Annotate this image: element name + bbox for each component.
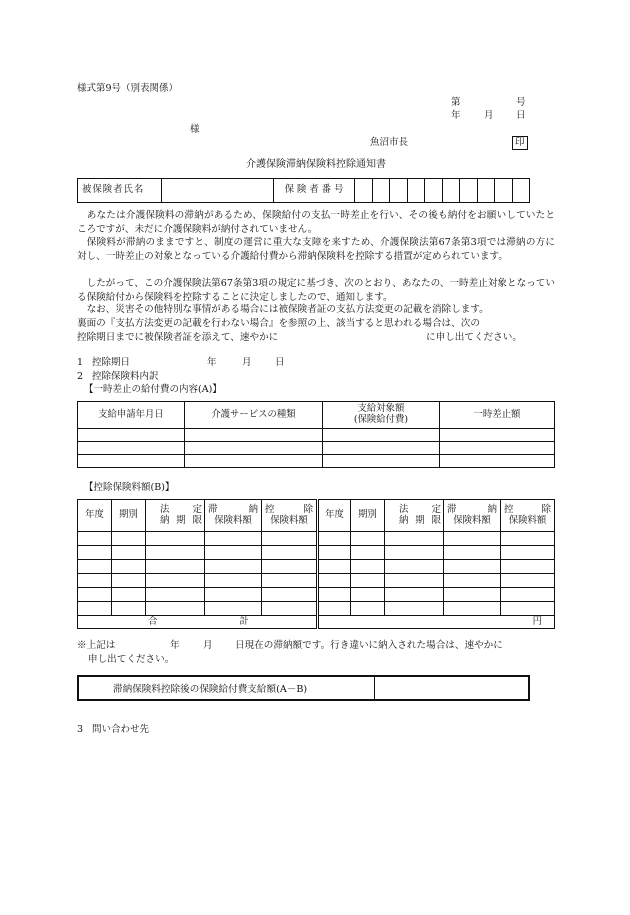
header-char: 定	[431, 503, 441, 515]
table-cell[interactable]	[112, 588, 146, 602]
table-cell[interactable]	[323, 442, 440, 455]
table-cell[interactable]	[444, 532, 501, 546]
table-cell[interactable]	[185, 455, 323, 468]
note-prefix: ※上記は	[77, 640, 116, 651]
table-cell[interactable]	[351, 588, 385, 602]
table-cell[interactable]	[501, 546, 555, 560]
date-month: 月	[484, 110, 494, 121]
table-cell[interactable]	[78, 455, 185, 468]
table-cell[interactable]	[385, 574, 444, 588]
header-payment-amount-line-2: (保険給付費)	[353, 414, 409, 425]
table-cell[interactable]	[323, 455, 440, 468]
header-char: 控	[265, 503, 275, 515]
table-cell[interactable]	[440, 455, 555, 468]
header-service-type: 介護サービスの種類	[185, 402, 323, 429]
result-box	[77, 675, 530, 701]
note-suffix: 日現在の滞納額です。行き違いに納入された場合は、速やかに	[235, 640, 503, 651]
paragraph-4-line-3b: に申し出てください。	[426, 332, 522, 343]
table-cell[interactable]	[78, 442, 185, 455]
yen-unit: 円	[532, 615, 542, 627]
insured-number-digit[interactable]	[425, 179, 443, 203]
table-cell[interactable]	[78, 429, 185, 442]
table-cell[interactable]	[318, 588, 351, 602]
header-payment-amount-line-1: 支給対象額	[357, 403, 405, 415]
table-row	[78, 429, 555, 442]
header-deduction-right	[501, 500, 555, 532]
table-cell[interactable]	[444, 560, 501, 574]
table-cell[interactable]	[146, 574, 205, 588]
header-deduction-amount-label: 保険料額	[508, 514, 547, 526]
header-arrears-amount-label: 保険料額	[453, 514, 491, 526]
table-cell[interactable]	[146, 546, 205, 560]
table-cell[interactable]	[78, 560, 112, 574]
document-title: 介護保険滞納保険料控除通知書	[246, 159, 386, 170]
table-cell[interactable]	[323, 429, 440, 442]
table-cell[interactable]	[385, 588, 444, 602]
section-a-title: 【一時差止の給付費の内容(A)】	[84, 384, 222, 395]
table-cell[interactable]	[112, 560, 146, 574]
table-cell[interactable]	[501, 602, 555, 616]
table-cell[interactable]	[444, 546, 501, 560]
header-payment-amount	[323, 402, 440, 429]
insured-info-table	[77, 178, 530, 203]
table-cell[interactable]	[444, 588, 501, 602]
header-fiscal-year-left: 年度	[78, 500, 112, 532]
table-cell[interactable]	[146, 602, 205, 616]
table-cell[interactable]	[262, 560, 318, 574]
table-cell[interactable]	[146, 588, 205, 602]
header-fiscal-year-right: 年度	[318, 500, 351, 532]
header-char: 滞	[208, 503, 218, 515]
table-cell[interactable]	[501, 588, 555, 602]
table-cell[interactable]	[318, 574, 351, 588]
doc-no-prefix: 第	[451, 97, 461, 108]
table-cell[interactable]	[440, 442, 555, 455]
table-cell[interactable]	[205, 560, 262, 574]
insured-name-label: 被保険者氏名	[78, 179, 162, 203]
table-row	[78, 560, 555, 574]
table-cell[interactable]	[78, 602, 112, 616]
header-char: 期	[176, 514, 186, 526]
note-year: 年	[170, 640, 180, 651]
date-year: 年	[451, 110, 461, 121]
paragraph-4-line-1: なお、災害その他特別な事情がある場合には被保険者証の支払方法変更の記載を消除します。	[77, 304, 489, 315]
table-cell[interactable]	[444, 574, 501, 588]
section-b-title: 【控除保険料額(B)】	[84, 482, 175, 493]
header-char: 納	[248, 503, 258, 515]
total-row	[78, 616, 555, 629]
table-cell[interactable]	[112, 574, 146, 588]
table-cell[interactable]	[205, 588, 262, 602]
table-cell[interactable]	[351, 532, 385, 546]
addressee-suffix: 様	[190, 124, 200, 135]
table-cell[interactable]	[440, 429, 555, 442]
note-month: 月	[203, 640, 213, 651]
table-cell[interactable]	[205, 532, 262, 546]
suspended-benefits-table	[77, 401, 555, 468]
header-char: 控	[504, 503, 514, 515]
table-row	[78, 588, 555, 602]
table-cell[interactable]	[205, 574, 262, 588]
table-row	[78, 532, 555, 546]
table-cell[interactable]	[351, 560, 385, 574]
header-char: 法	[160, 503, 170, 515]
table-row	[78, 602, 555, 616]
header-arrears-right	[444, 500, 501, 532]
table-cell[interactable]	[318, 560, 351, 574]
table-cell[interactable]	[501, 532, 555, 546]
table-cell[interactable]	[318, 602, 351, 616]
header-deduction-left	[262, 500, 318, 532]
table-cell[interactable]	[78, 546, 112, 560]
insured-number-digit[interactable]	[512, 179, 530, 203]
header-period-left: 期別	[112, 500, 146, 532]
table-cell[interactable]	[146, 560, 205, 574]
header-suspended-amount: 一時差止額	[440, 402, 555, 429]
item-1-label: 控除期日	[92, 357, 131, 368]
insured-number-digit[interactable]	[495, 179, 513, 203]
seal-label: 印	[512, 136, 528, 150]
header-deduction-amount-label: 保険料額	[270, 514, 308, 526]
table-cell[interactable]	[262, 588, 318, 602]
table-cell[interactable]	[205, 546, 262, 560]
table-row	[78, 455, 555, 468]
table-cell[interactable]	[78, 588, 112, 602]
result-amount-field[interactable]	[375, 677, 528, 699]
total-label-1: 合	[148, 615, 158, 627]
total-amount-cell[interactable]	[318, 616, 555, 629]
table-cell[interactable]	[112, 546, 146, 560]
item-1-day: 日	[275, 357, 285, 368]
insured-number-digit[interactable]	[460, 179, 478, 203]
table-cell[interactable]	[262, 532, 318, 546]
note-line-2: 申し出てください。	[88, 654, 175, 665]
header-char: 納	[399, 514, 409, 526]
result-label: 滞納保険料控除後の保険給付費支給額(A－B)	[79, 677, 375, 699]
header-due-date-right	[385, 500, 444, 532]
header-application-date: 支給申請年月日	[78, 402, 185, 429]
item-1-year: 年	[207, 357, 217, 368]
table-cell[interactable]	[318, 546, 351, 560]
form-number: 様式第9号（別表関係）	[77, 83, 179, 94]
table-cell[interactable]	[444, 602, 501, 616]
deduction-table	[77, 499, 555, 629]
header-char: 除	[303, 503, 313, 515]
table-cell[interactable]	[385, 546, 444, 560]
table-cell[interactable]	[501, 560, 555, 574]
table-cell[interactable]	[262, 602, 318, 616]
header-char: 滞	[447, 503, 457, 515]
table-cell[interactable]	[262, 546, 318, 560]
header-char: 法	[399, 503, 409, 515]
table-cell[interactable]	[385, 560, 444, 574]
issuer-name: 魚沼市長	[370, 137, 409, 148]
insured-number-label: 保 険 者 番 号	[274, 179, 355, 203]
table-cell[interactable]	[78, 574, 112, 588]
insured-number-digit[interactable]	[477, 179, 495, 203]
doc-no-suffix: 号	[516, 97, 526, 108]
table-cell[interactable]	[351, 574, 385, 588]
header-arrears-left	[205, 500, 262, 532]
table-row	[78, 574, 555, 588]
item-1-number: 1	[77, 357, 84, 368]
table-cell[interactable]	[351, 602, 385, 616]
paragraph-1: あなたは介護保険料の滞納があるため、保険給付の支払一時差止を行い、その後も納付をお願いしていたところですが、未だに介護保険料が納付されていません。	[77, 210, 555, 235]
item-3-label: 問い合わせ先	[92, 724, 150, 735]
table-cell[interactable]	[112, 532, 146, 546]
header-char: 限	[192, 514, 202, 526]
table-row	[78, 546, 555, 560]
table-cell[interactable]	[205, 602, 262, 616]
paragraph-3: したがって、この介護保険法第67条第3項の規定に基づき、次のとおり、あなたの、一時差止対象となっている保険給付から保険料を控除することに決定しましたので、通知します。	[77, 278, 555, 303]
table-cell[interactable]	[501, 574, 555, 588]
paragraph-2: 保険料が滞納のままですと、制度の運営に重大な支障を来すため、介護保険法第67条第3項では滞納の方に対し、一時差止の対象となっている介護給付費から滞納保険料を控除する措置が定められています。	[77, 237, 555, 262]
table-cell[interactable]	[318, 532, 351, 546]
paragraph-4-line-2: 裏面の『支払方法変更の記載を行わない場合』を参照の上、該当すると思われる場合は、次の	[77, 318, 480, 329]
insured-number-digit[interactable]	[355, 179, 373, 203]
header-char: 限	[431, 514, 441, 526]
header-char: 期	[415, 514, 425, 526]
insured-number-digit[interactable]	[390, 179, 408, 203]
header-char: 除	[541, 503, 551, 515]
table-cell[interactable]	[351, 546, 385, 560]
header-char: 納	[160, 514, 170, 526]
date-day: 日	[516, 110, 526, 121]
table-cell[interactable]	[112, 602, 146, 616]
item-1-month: 月	[242, 357, 252, 368]
total-label-cell	[78, 616, 318, 629]
item-2-number: 2	[77, 371, 84, 382]
table-cell[interactable]	[262, 574, 318, 588]
table-cell[interactable]	[146, 532, 205, 546]
table-cell[interactable]	[185, 442, 323, 455]
paragraph-4-line-3a: 控除期日までに被保険者証を添えて、速やかに	[77, 332, 279, 343]
insured-number-digit[interactable]	[372, 179, 390, 203]
table-cell[interactable]	[185, 429, 323, 442]
table-cell[interactable]	[385, 532, 444, 546]
header-char: 納	[487, 503, 497, 515]
insured-number-digit[interactable]	[407, 179, 425, 203]
header-char: 定	[192, 503, 202, 515]
header-arrears-amount-label: 保険料額	[214, 514, 252, 526]
insured-name-cell[interactable]	[162, 179, 274, 203]
table-cell[interactable]	[385, 602, 444, 616]
seal-mark	[512, 136, 528, 150]
item-2-label: 控除保険料内訳	[92, 371, 159, 382]
header-due-date-left	[146, 500, 205, 532]
total-label-2: 計	[239, 615, 249, 627]
insured-number-digit[interactable]	[442, 179, 460, 203]
table-cell[interactable]	[78, 532, 112, 546]
table-row	[78, 442, 555, 455]
header-period-right: 期別	[351, 500, 385, 532]
item-3-number: 3	[77, 724, 84, 735]
